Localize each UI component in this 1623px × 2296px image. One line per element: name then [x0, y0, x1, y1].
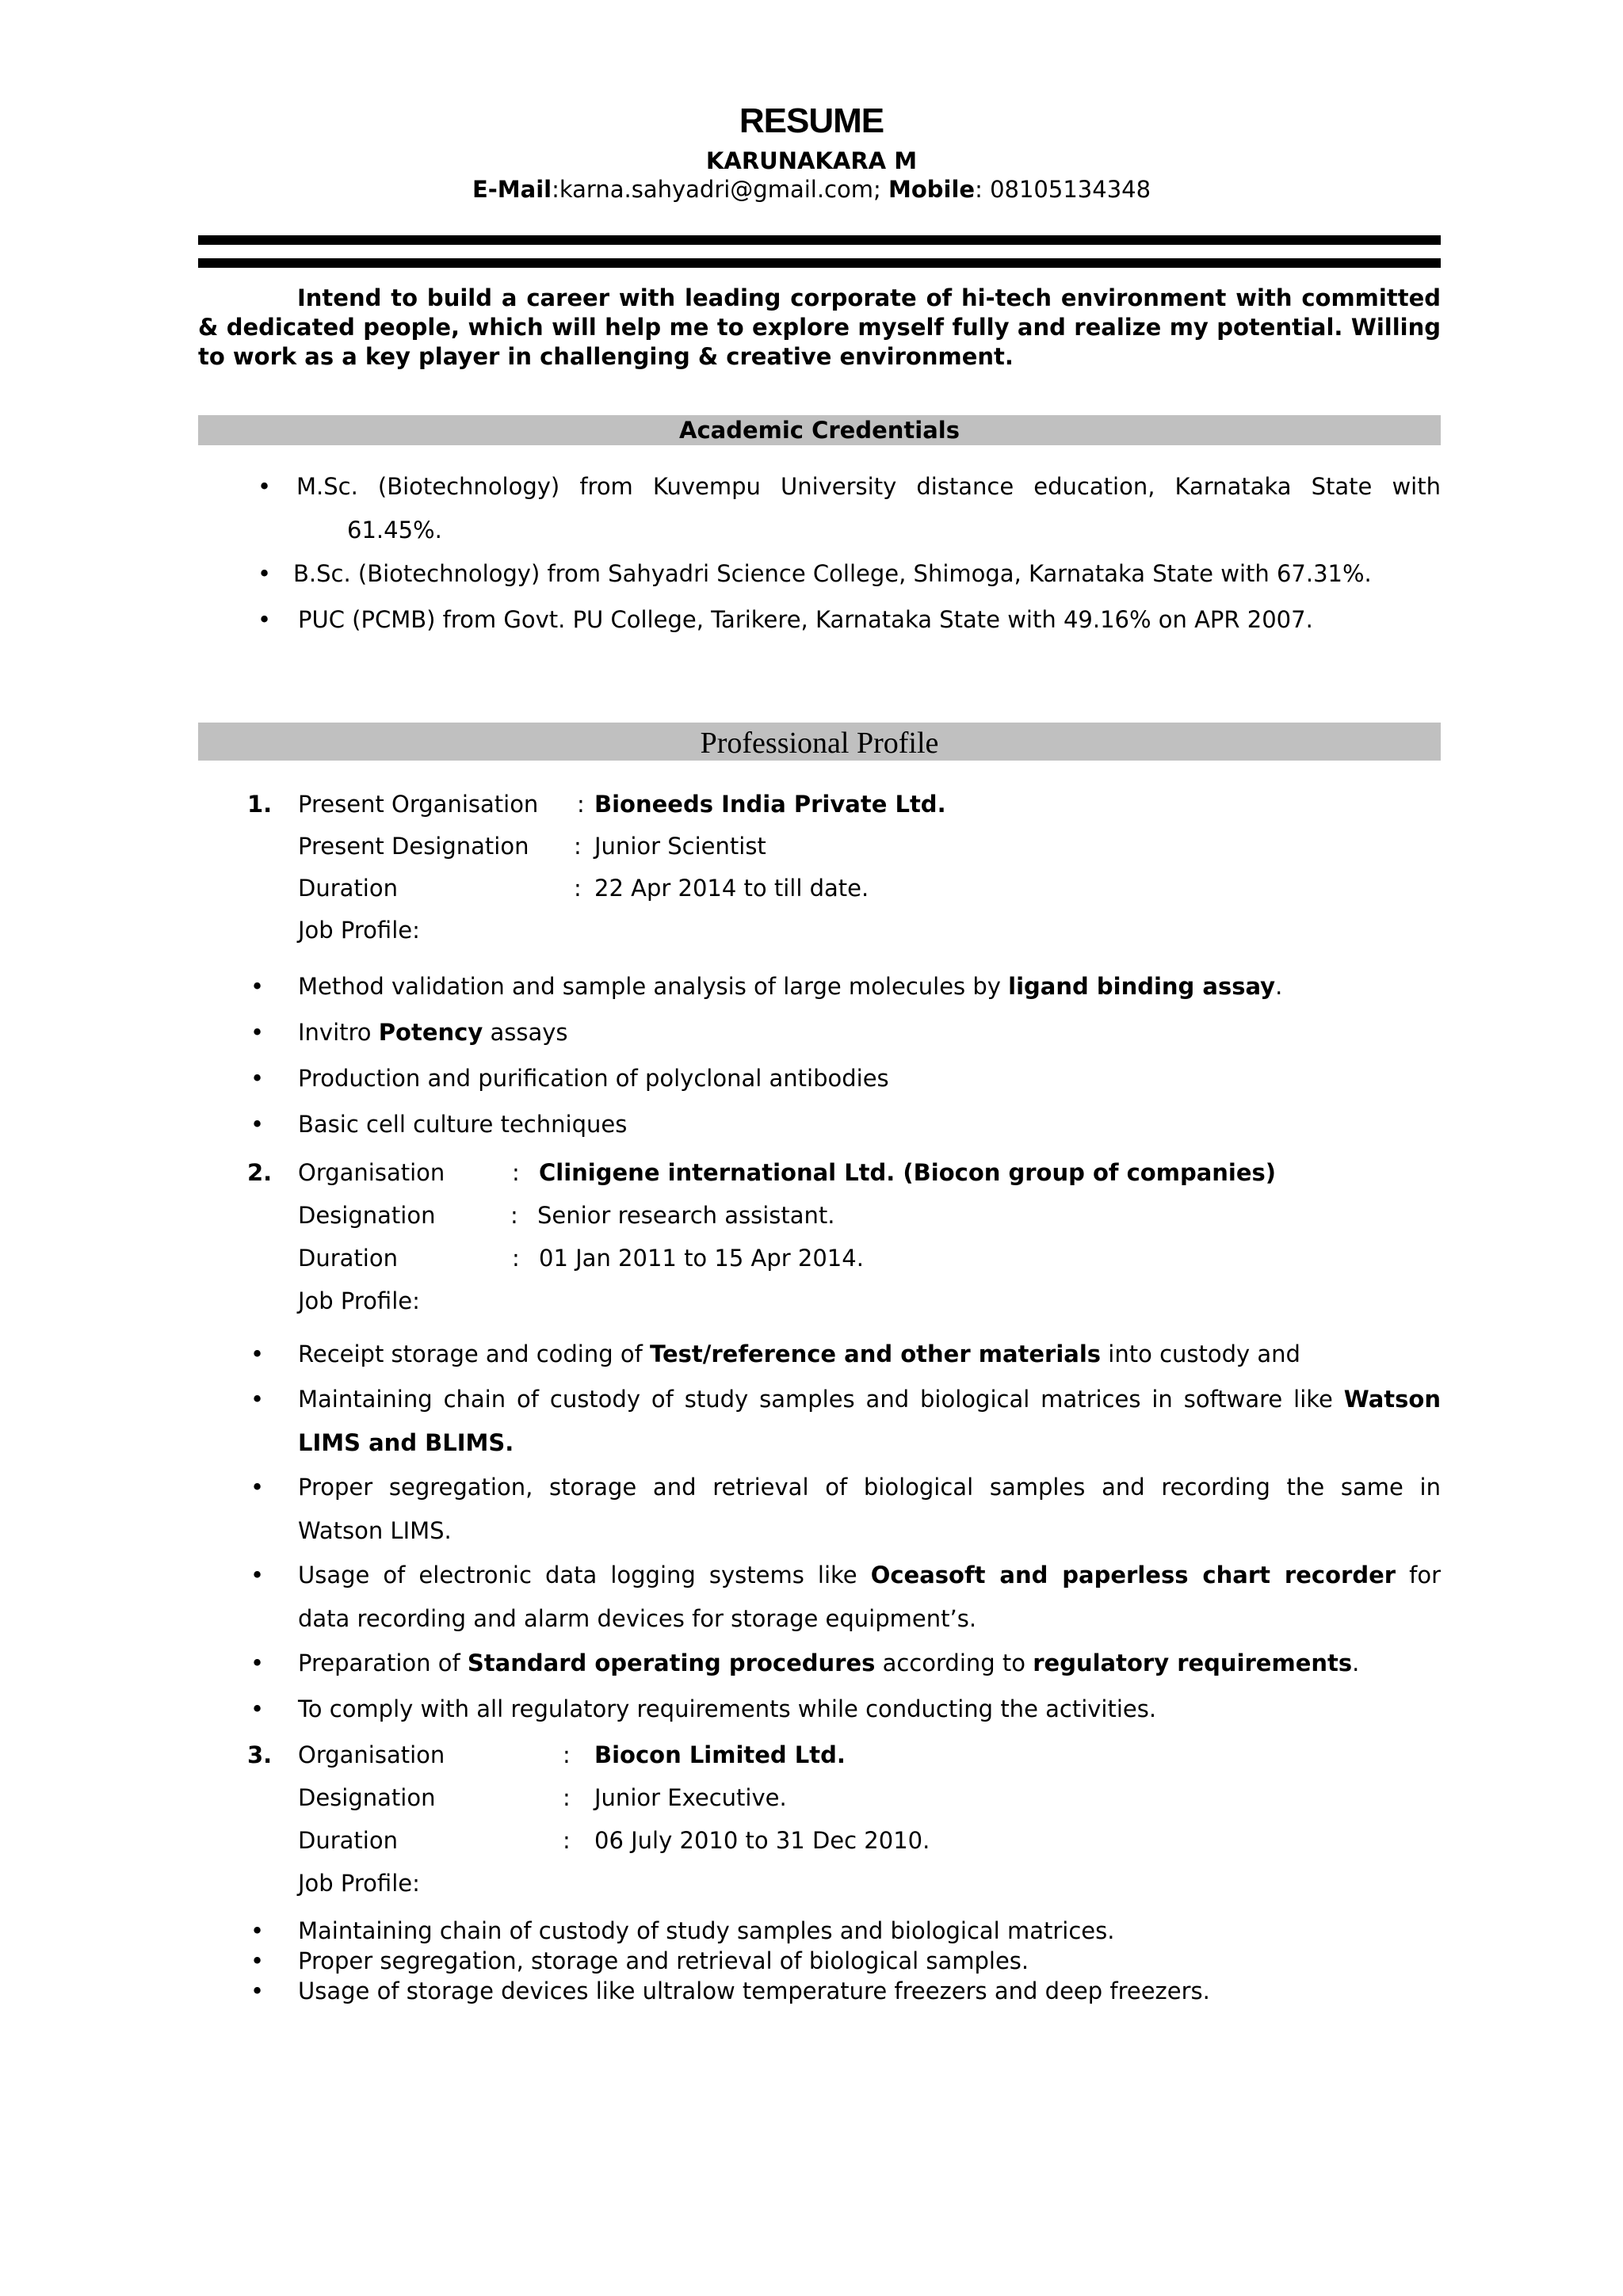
resume-page: RESUME KARUNAKARA M E-Mail:karna.sahyadri@gmail.com; Mobile: 08105134348 Intend to build a career with leading corporate of hi-tech environment with committed & dedicated people, which will help me to explore myself fully and realize my potential. Willing to work as a key player in challenging & creative environment. Academic Credentials • M.Sc. (Biotechnology) from Kuvempu University distance education, Karnataka State with 61.45%. • B.Sc. (Biotechnology) from Sahyadri Science College, Shimoga, Karnataka State with 67.31%. • PUC (PCMB) from Govt. PU College, Tarikere, Karnataka State with 49.16% on APR 2007. Professional Profile 1. Present Organisation : Bioneeds India Private Ltd. Present Designation : Junior Scientist Duration : 22 Apr 2014 to till date. Job Profile: • Method validation and sample analysis of large molecules by ligand binding assay. • Invitro Potency assays • Production and purification of polyclonal antibodies • Basic cell culture techniques 2. Organisation : Clinigene international Ltd. (Biocon group of companies) Designation : Senior research assistant. Duration : 01 Jan 2011 to 15 Apr 2014. Job Profile: • Receipt storage and coding of Test/reference and other materials into custody and • Maintaining chain of custody of study samples and biological matrices in software like Watson LIMS and BLIMS. • Proper segregation, storage and retrieval of biological samples and recording the same in Watson LIMS. • Usage of electronic data logging systems like Oceasoft and paperless chart recorder for data recording and alarm devices for storage equipment’s. • Preparation of Standard operating procedures according to regulatory requirements. • To comply with all regulatory requirements while conducting the activities. 3. Organisation : Biocon Limited Ltd. Designation : Junior Executive. Duration : 06 July 2010 to 31 Dec 2010. Job Profile: • Maintaining chain of custody of study samples and biological matrices. • Proper segregation, storage and retrieval of biological samples. • Usage of storage devices like ultralow temperature freezers and deep freezers. — [0, 0, 1623, 2296]
academic-text: M.Sc. (Biotechnology) from Kuvempu University distance education, Karnataka State with — [296, 473, 1441, 500]
org-number: 2. — [247, 1159, 273, 1186]
academic-text: PUC (PCMB) from Govt. PU College, Tarikere, Karnataka State with 49.16% on APR 2007. — [298, 606, 1313, 633]
bullet: • — [250, 1695, 265, 1722]
header-rule-bottom — [198, 258, 1441, 268]
designation-value: Senior research assistant. — [537, 1202, 835, 1229]
bullet: • — [250, 1386, 265, 1413]
bullet: • — [250, 1978, 265, 2004]
duration-label: Duration — [298, 875, 398, 902]
designation-label: Designation — [298, 1784, 436, 1811]
bullet: • — [250, 1917, 265, 1944]
designation-label: Present Designation — [298, 833, 529, 860]
org-label: Present Organisation — [298, 791, 539, 818]
org-value: Biocon Limited Ltd. — [594, 1741, 846, 1768]
mobile-value: : 08105134348 — [975, 176, 1151, 203]
academic-text: B.Sc. (Biotechnology) from Sahyadri Science College, Shimoga, Karnataka State with 67.31%. — [293, 560, 1372, 587]
contact-line — [0, 176, 1623, 203]
bullet: • — [250, 1019, 265, 1046]
colon: : — [512, 1159, 520, 1186]
colon: : — [510, 1202, 518, 1229]
resume-title: RESUME — [739, 101, 884, 140]
colon: : — [563, 1827, 571, 1854]
colon: : — [574, 833, 582, 860]
designation-value: Junior Executive. — [594, 1784, 787, 1811]
email-value: :karna.sahyadri@gmail.com; — [552, 176, 881, 203]
org-number: 1. — [247, 791, 273, 818]
org-number: 3. — [247, 1741, 273, 1768]
duration-value: 01 Jan 2011 to 15 Apr 2014. — [539, 1245, 864, 1272]
mobile-label: Mobile — [888, 176, 976, 203]
bullet: • — [258, 606, 272, 633]
academic-text-cont: 61.45%. — [347, 517, 442, 543]
colon: : — [512, 1245, 520, 1272]
colon: : — [563, 1784, 571, 1811]
duration-label: Duration — [298, 1245, 398, 1272]
bullet: • — [250, 1341, 265, 1367]
bullet: • — [250, 1562, 265, 1589]
email-label: E-Mail — [472, 176, 552, 203]
colon: : — [574, 875, 582, 902]
colon: : — [577, 791, 585, 818]
duration-label: Duration — [298, 1827, 398, 1854]
bullet: • — [250, 1474, 265, 1501]
academic-heading: Academic Credentials — [198, 415, 1441, 445]
colon: : — [563, 1741, 571, 1768]
org-label: Organisation — [298, 1159, 445, 1186]
bullet: • — [250, 1650, 265, 1676]
designation-value: Junior Scientist — [594, 833, 766, 860]
header-rule-top — [198, 235, 1441, 245]
career-objective: Intend to build a career with leading corporate of hi-tech environment with committed & dedicated people, which will help me to explore myself fully and realize my potential. Willing to work as a key player in challenging & creative environment. — [198, 284, 1441, 370]
job-profile-label: Job Profile: — [298, 917, 420, 944]
org-value: Clinigene international Ltd. (Biocon group of companies) — [539, 1159, 1277, 1186]
duration-value: 22 Apr 2014 to till date. — [594, 875, 869, 902]
bullet: • — [250, 973, 265, 1000]
professional-heading: Professional Profile — [198, 723, 1441, 761]
bullet: • — [258, 560, 272, 587]
duration-value: 06 July 2010 to 31 Dec 2010. — [594, 1827, 930, 1854]
bullet: • — [258, 473, 272, 500]
org-label: Organisation — [298, 1741, 445, 1768]
designation-label: Designation — [298, 1202, 436, 1229]
bullet: • — [250, 1111, 265, 1138]
org-value: Bioneeds India Private Ltd. — [594, 791, 946, 818]
candidate-name: KARUNAKARA M — [705, 147, 918, 174]
job-profile-label: Job Profile: — [298, 1287, 420, 1314]
bullet: • — [250, 1947, 265, 1974]
job-profile-label: Job Profile: — [298, 1870, 420, 1897]
bullet: • — [250, 1065, 265, 1092]
